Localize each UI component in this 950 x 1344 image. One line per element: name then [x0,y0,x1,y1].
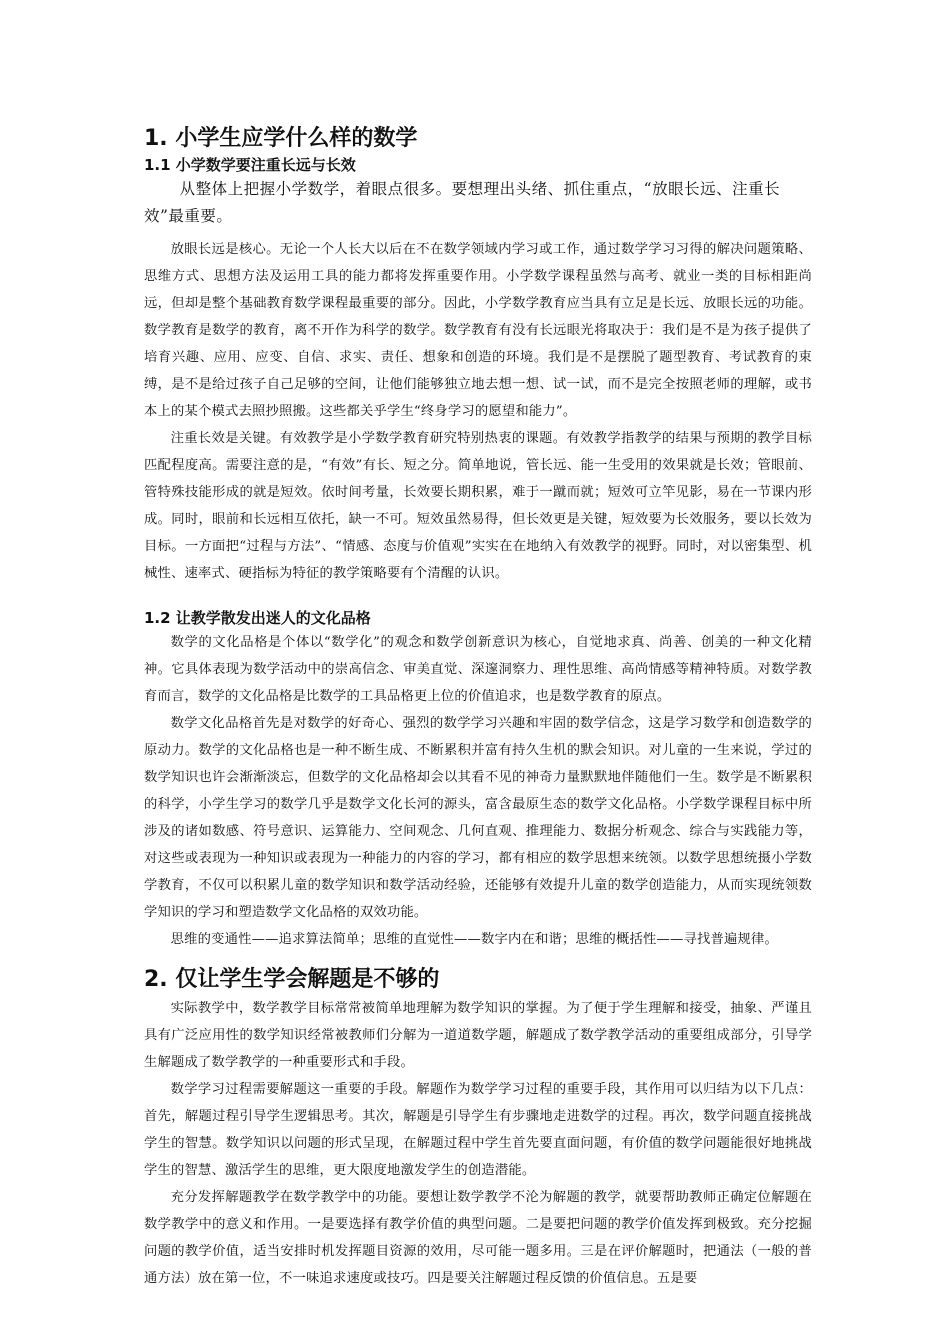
section-2-heading: 2. 仅让学生学会解题是不够的 [144,967,440,992]
paragraph: 数学文化品格首先是对数学的好奇心、强烈的数学学习兴趣和牢固的数学信念，这是学习数学和创造数学的原动力。数学的文化品格也是一种不断生成、不断累积并富有持久生机的默会知识。对儿童的一生来说，学过的数学知识也许会渐渐淡忘，但数学的文化品格却会以其看不见的神奇力量默默地伴随他们一生。数学是不断累积的科学，小学生学习的数学几乎是数学文化长河的源头，富含最原生态的数学文化品格。小学数学课程目标中所涉及的诸如数感、符号意识、运算能力、空间观念、几何直观、推理能力、数据分析观念、综合与实践能力等，对这些或表现为一种知识或表现为一种能力的内容的学习，都有相应的数学思想来统领。以数学思想统摄小学数学教育，不仅可以积累儿童的数学知识和数学活动经验，还能够有效提升儿童的数学创造能力，从而实现统领数学知识的学习和塑造数学文化品格的双效功能。 [144,716,812,920]
paragraph: 思维的变通性——追求算法简单；思维的直觉性——数字内在和谐；思维的概括性——寻找普遍规律。 [170,932,778,947]
subsection-1-1-heading: 1.1 小学数学要注重长远与长效 [144,156,356,174]
paragraph-lead: 从整体上把握小学数学，着眼点很多。要想理出头绪、抓住重点，“放眼长远、注重长效”最重要。 [144,180,781,225]
paragraph: 数学的文化品格是个体以“数学化”的观念和数学创新意识为核心，自觉地求真、尚善、创美的一种文化精神。它具体表现为数学活动中的崇高信念、审美直觉、深邃洞察力、理性思维、高尚情感等精神特质。对数学教育而言，数学的文化品格是比数学的工具品格更上位的价值追求，也是数学教育的原点。 [144,635,812,704]
paragraph: 数学学习过程需要解题这一重要的手段。解题作为数学学习过程的重要手段，其作用可以归结为以下几点：首先，解题过程引导学生逻辑思考。其次，解题是引导学生有步骤地走进数学的过程。再次，数学问题直接挑战学生的智慧。数学知识以问题的形式呈现，在解题过程中学生首先要直面问题，有价值的数学问题能很好地挑战学生的智慧、激活学生的思维，更大限度地激发学生的创造潜能。 [144,1082,812,1178]
paragraph: 充分发挥解题教学在数学教学中的功能。要想让数学教学不沦为解题的教学，就要帮助教师正确定位解题在数学教学中的意义和作用。一是要选择有教学价值的典型问题。二是要把问题的教学价值发挥到极致。充分挖掘问题的教学价值，适当安排时机发挥题目资源的效用，尽可能一题多用。三是在评价解题时，把通法（一般的普通方法）放在第一位，不一味追求速度或技巧。四是要关注解题过程反馈的价值信息。五是要 [144,1190,812,1286]
section-1-heading: 1. 小学生应学什么样的数学 [144,126,418,151]
document-page [144,124,812,1292]
paragraph: 放眼长远是核心。无论一个人长大以后在不在数学领域内学习或工作，通过数学学习习得的解决问题策略、思维方式、思想方法及运用工具的能力都将发挥重要作用。小学数学课程虽然与高考、就业一类的目标相距尚远，但却是整个基础教育数学课程最重要的部分。因此，小学数学教育应当具有立足是长远、放眼长远的功能。数学教育是数学的教育，离不开作为科学的数学。数学教育有没有长远眼光将取决于：我们是不是为孩子提供了培育兴趣、应用、应变、自信、求实、责任、想象和创造的环境。我们是不是摆脱了题型教育、考试教育的束缚，是不是给过孩子自己足够的空间，让他们能够独立地去想一想、试一试，而不是完全按照老师的理解，或书本上的某个模式去照抄照搬。这些都关乎学生“终身学习的愿望和能力”。 [144,242,812,419]
paragraph: 实际教学中，数学教学目标常常被简单地理解为数学知识的掌握。为了便于学生理解和接受，抽象、严谨且具有广泛应用性的数学知识经常被教师们分解为一道道数学题，解题成了数学教学活动的重要组成部分，引导学生解题成了数学教学的一种重要形式和手段。 [144,1001,812,1070]
paragraph: 注重长效是关键。有效教学是小学数学教育研究特别热衷的课题。有效教学指教学的结果与预期的教学目标匹配程度高。需要注意的是，“有效”有长、短之分。简单地说，管长远、能一生受用的效果就是长效；管眼前、管特殊技能形成的就是短效。依时间考量，长效要长期积累，难于一蹴而就；短效可立竿见影，易在一节课内形成。同时，眼前和长远相互依托，缺一不可。短效虽然易得，但长效更是关键，短效要为长效服务，要以长效为目标。一方面把“过程与方法”、“情感、态度与价值观”实实在在地纳入有效教学的视野。同时，对以密集型、机械性、速率式、硬指标为特征的教学策略要有个清醒的认识。 [144,431,812,581]
subsection-1-2-heading: 1.2 让教学散发出迷人的文化品格 [144,609,371,627]
